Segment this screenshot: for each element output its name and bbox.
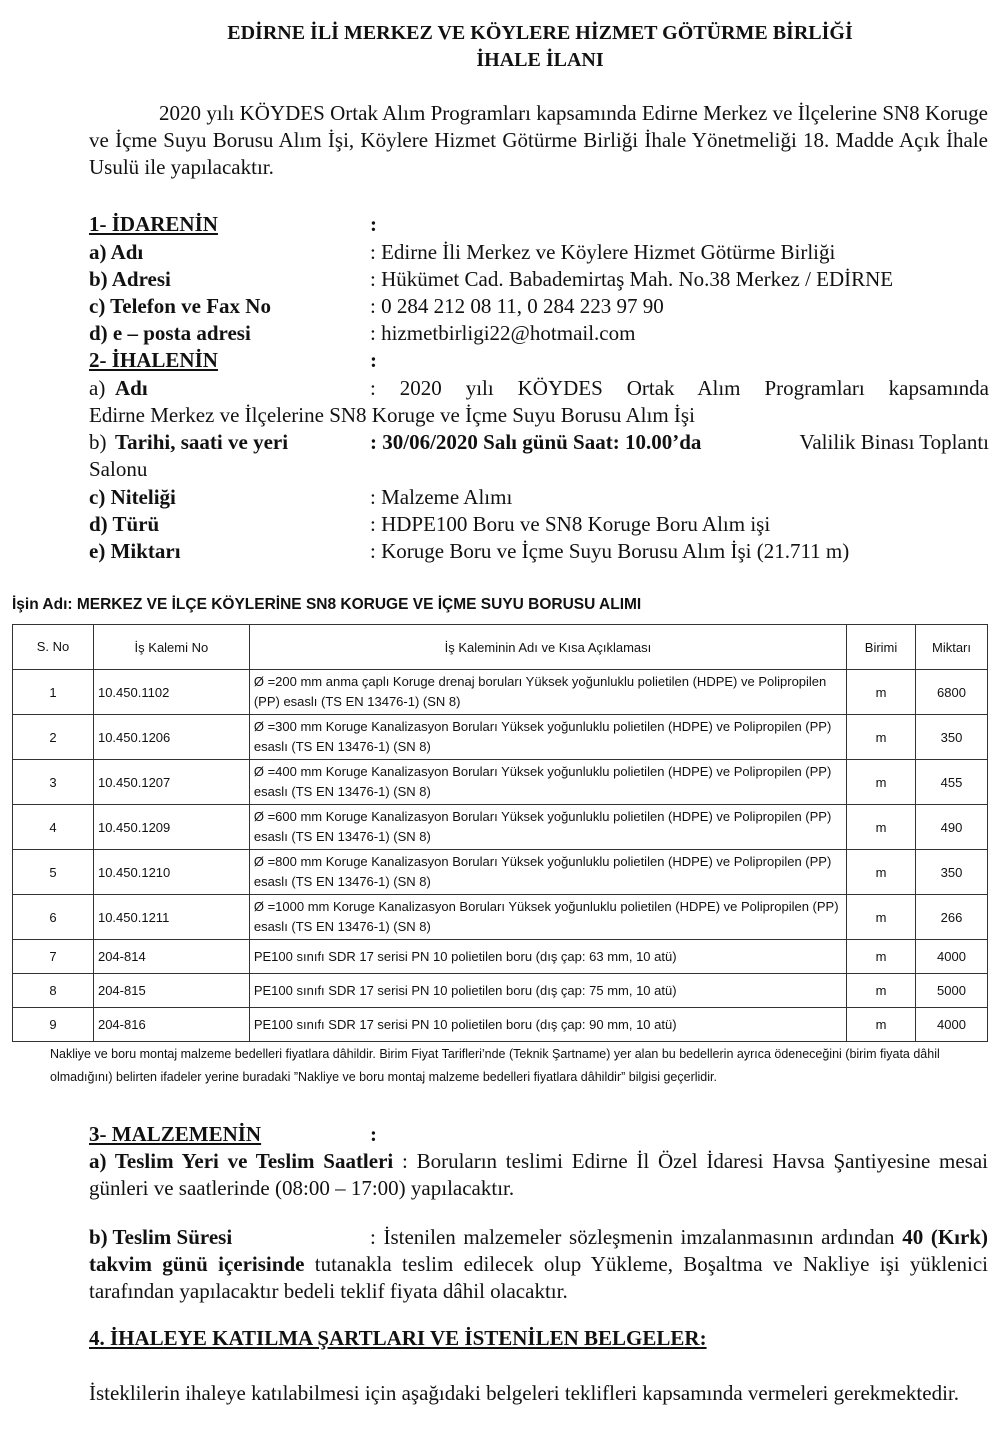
document-title: EDİRNE İLİ MERKEZ VE KÖYLERE HİZMET GÖTÜRME BİRLİĞİ: [227, 22, 853, 44]
cell-qty: 4000: [916, 1008, 988, 1042]
cell-qty: 490: [916, 805, 988, 850]
cell-desc: PE100 sınıfı SDR 17 serisi PN 10 polietilen boru (dış çap: 90 mm, 10 atü): [249, 1008, 846, 1042]
header-desc: İş Kaleminin Adı ve Kısa Açıklaması: [249, 625, 846, 670]
delivery-time-label: b) Teslim Süresi: [89, 1225, 233, 1249]
cell-desc: PE100 sınıfı SDR 17 serisi PN 10 polietilen boru (dış çap: 63 mm, 10 atü): [249, 940, 846, 974]
row-value: : Koruge Boru ve İçme Suyu Borusu Alım İşi (21.711 m): [370, 539, 850, 563]
row-label: e) Miktarı: [89, 539, 181, 563]
section2-heading: [89, 347, 989, 374]
table-note: Nakliye ve boru montaj malzeme bedelleri fiyatlara dâhildir. Birim Fiyat Tarifleri’nde (Teknik Şartname) yer alan bu bedellerin ayrıca ödeneceğini (birim fiyata dâhil olmadığını) belirten ifadeler yerine buradaki ”Nakliye ve boru montaj malzeme bedelleri fiyatlara dâhildir” bilgisi geçerlidir.: [50, 1047, 940, 1084]
row-label: Adı: [115, 376, 148, 400]
section1-heading-colon: :: [370, 212, 377, 236]
section3-heading-label: 3- MALZEMENİN: [89, 1122, 262, 1146]
row-value: : 0 284 212 08 11, 0 284 223 97 90: [370, 294, 664, 318]
row-value: : hizmetbirligi22@hotmail.com: [370, 321, 636, 345]
table-row: [13, 940, 988, 974]
cell-desc: Ø =300 mm Koruge Kanalizasyon Boruları Yüksek yoğunluklu polietilen (HDPE) ve Polipropilen (PP) esaslı (TS EN 13476-1) (SN 8): [249, 715, 846, 760]
cell-item-no: 204-816: [93, 1008, 249, 1042]
row-value: [370, 429, 989, 456]
section2-row-name-cont: [89, 402, 989, 429]
row-value: : Malzeme Alımı: [370, 485, 513, 509]
cell-sn: 8: [13, 974, 94, 1008]
cell-unit: m: [847, 974, 916, 1008]
section2-row-nature: [89, 484, 989, 511]
header-unit: Birimi: [847, 625, 916, 670]
section2-row-date-cont: [89, 456, 989, 483]
cell-unit: m: [847, 850, 916, 895]
section2-row-quantity: [89, 538, 989, 565]
cell-unit: m: [847, 940, 916, 974]
row-label: a) Adı: [89, 240, 144, 264]
cell-unit: m: [847, 805, 916, 850]
section1-row-email: [89, 320, 989, 347]
row-value: : Hükümet Cad. Babademirtaş Mah. No.38 Merkez / EDİRNE: [370, 267, 894, 291]
cell-sn: 9: [13, 1008, 94, 1042]
section3-delivery-time: [89, 1224, 988, 1305]
cell-sn: 4: [13, 805, 94, 850]
table-row: [13, 670, 988, 715]
cell-unit: m: [847, 1008, 916, 1042]
row-label: d) e – posta adresi: [89, 321, 251, 345]
row-value-cont: Salonu: [89, 457, 148, 481]
cell-item-no: 10.450.1102: [93, 670, 249, 715]
cell-desc: Ø =400 mm Koruge Kanalizasyon Boruları Yüksek yoğunluklu polietilen (HDPE) ve Polipropilen (PP) esaslı (TS EN 13476-1) (SN 8): [249, 760, 846, 805]
section1-heading-label: 1- İDARENİN: [89, 212, 218, 236]
row-value: : Edirne İli Merkez ve Köylere Hizmet Götürme Birliği: [370, 240, 836, 264]
table-row: [13, 895, 988, 940]
section4-text: İsteklilerin ihaleye katılabilmesi için aşağıdaki belgeleri teklifleri kapsamında vermeleri gerekmektedir.: [89, 1381, 960, 1405]
document-subtitle: İHALE İLANI: [476, 49, 604, 71]
table-row: [13, 715, 988, 760]
cell-unit: m: [847, 895, 916, 940]
cell-unit: m: [847, 760, 916, 805]
section2-row-date: [89, 429, 989, 456]
cell-item-no: 10.450.1210: [93, 850, 249, 895]
cell-desc: Ø =200 mm anma çaplı Koruge drenaj boruları Yüksek yoğunluklu polietilen (HDPE) ve Polipropilen (PP) esaslı (TS EN 13476-1) (SN 8): [249, 670, 846, 715]
section2-heading-label: 2- İHALENİN: [89, 348, 218, 372]
section3-delivery-place: [89, 1148, 988, 1202]
section2-row-type: [89, 511, 989, 538]
date-time: : 30/06/2020 Salı günü Saat: 10.00’da: [370, 430, 702, 454]
cell-item-no: 204-814: [93, 940, 249, 974]
cell-item-no: 10.450.1207: [93, 760, 249, 805]
row-value: : HDPE100 Boru ve SN8 Koruge Boru Alım işi: [370, 512, 771, 536]
row-label: c) Telefon ve Fax No: [89, 294, 271, 318]
section2-row-name: [89, 375, 989, 402]
cell-sn: 3: [13, 760, 94, 805]
cell-item-no: 204-815: [93, 974, 249, 1008]
cell-item-no: 10.450.1206: [93, 715, 249, 760]
cell-sn: 6: [13, 895, 94, 940]
table-row: [13, 805, 988, 850]
section1-heading: [89, 211, 989, 238]
items-table: [12, 624, 988, 1042]
cell-qty: 266: [916, 895, 988, 940]
row-label: c) Niteliği: [89, 485, 176, 509]
table-row: [13, 760, 988, 805]
delivery-place-value: : Boruların teslimi Edirne İl Özel İdaresi Havsa Şantiyesine mesai günleri ve saatlerinde (08:00 – 17:00) yapılacaktır.: [89, 1149, 988, 1200]
cell-qty: 350: [916, 715, 988, 760]
row-prefix: b): [89, 430, 107, 454]
cell-sn: 7: [13, 940, 94, 974]
delivery-time-value-bold: 40 (Kırk) takvim günü içerisinde: [89, 1225, 989, 1276]
row-prefix: a): [89, 376, 106, 400]
section1-row-address: [89, 266, 989, 293]
cell-qty: 350: [916, 850, 988, 895]
row-label: d) Türü: [89, 512, 160, 536]
cell-qty: 4000: [916, 940, 988, 974]
section1-row-phone: [89, 293, 989, 320]
delivery-place-label: a) Teslim Yeri ve Teslim Saatleri: [89, 1149, 394, 1173]
cell-sn: 1: [13, 670, 94, 715]
section2-heading-colon: :: [370, 348, 377, 372]
row-value-cont: Edirne Merkez ve İlçelerine SN8 Koruge ve İçme Suyu Borusu Alım İşi: [89, 403, 695, 427]
job-title: İşin Adı: MERKEZ VE İLÇE KÖYLERİNE SN8 KORUGE VE İÇME SUYU BORUSU ALIMI: [12, 596, 642, 613]
header-sn: S. No: [13, 625, 94, 670]
cell-qty: 6800: [916, 670, 988, 715]
cell-desc: Ø =600 mm Koruge Kanalizasyon Boruları Yüksek yoğunluklu polietilen (HDPE) ve Polipropilen (PP) esaslı (TS EN 13476-1) (SN 8): [249, 805, 846, 850]
table-row: [13, 1008, 988, 1042]
date-location: Valilik Binası Toplantı: [799, 430, 989, 454]
delivery-time-value-post: tutanakla teslim edilecek olup Yükleme, Boşaltma ve Nakliye işi yüklenici tarafından yapılacaktır bedeli teklif fiyata dâhil olacaktır.: [89, 1252, 989, 1303]
section1-row-name: [89, 239, 989, 266]
intro-text: 2020 yılı KÖYDES Ortak Alım Programları kapsamında Edirne Merkez ve İlçelerine SN8 Koruge ve İçme Suyu Borusu Alım İşi, Köylere Hizmet Götürme Birliği İhale Yönetmeliği 18. Madde Açık İhale Usulü ile yapılacaktır.: [89, 101, 988, 179]
table-row: [13, 850, 988, 895]
cell-unit: m: [847, 715, 916, 760]
header-qty: Miktarı: [916, 625, 988, 670]
row-label: Tarihi, saati ve yeri: [115, 430, 289, 454]
section4-heading: 4. İHALEYE KATILMA ŞARTLARI VE İSTENİLEN BELGELER:: [89, 1326, 707, 1350]
cell-sn: 5: [13, 850, 94, 895]
section3-heading-colon: :: [370, 1122, 377, 1146]
cell-qty: 455: [916, 760, 988, 805]
cell-qty: 5000: [916, 974, 988, 1008]
section3-heading: [89, 1121, 989, 1148]
cell-item-no: 10.450.1211: [93, 895, 249, 940]
table-row: [13, 974, 988, 1008]
cell-item-no: 10.450.1209: [93, 805, 249, 850]
cell-desc: Ø =1000 mm Koruge Kanalizasyon Boruları Yüksek yoğunluklu polietilen (HDPE) ve Polipropilen (PP) esaslı (TS EN 13476-1) (SN 8): [249, 895, 846, 940]
row-label: b) Adresi: [89, 267, 171, 291]
cell-desc: Ø =800 mm Koruge Kanalizasyon Boruları Yüksek yoğunluklu polietilen (HDPE) ve Polipropilen (PP) esaslı (TS EN 13476-1) (SN 8): [249, 850, 846, 895]
row-value: : 2020 yılı KÖYDES Ortak Alım Programları kapsamında: [370, 376, 989, 400]
delivery-time-value-pre: : İstenilen malzemeler sözleşmenin imzalanmasının ardından: [370, 1225, 903, 1249]
cell-desc: PE100 sınıfı SDR 17 serisi PN 10 polietilen boru (dış çap: 75 mm, 10 atü): [249, 974, 846, 1008]
intro-paragraph: [89, 100, 988, 181]
cell-sn: 2: [13, 715, 94, 760]
table-header-row: [13, 625, 988, 670]
cell-unit: m: [847, 670, 916, 715]
header-item-no: İş Kalemi No: [93, 625, 249, 670]
